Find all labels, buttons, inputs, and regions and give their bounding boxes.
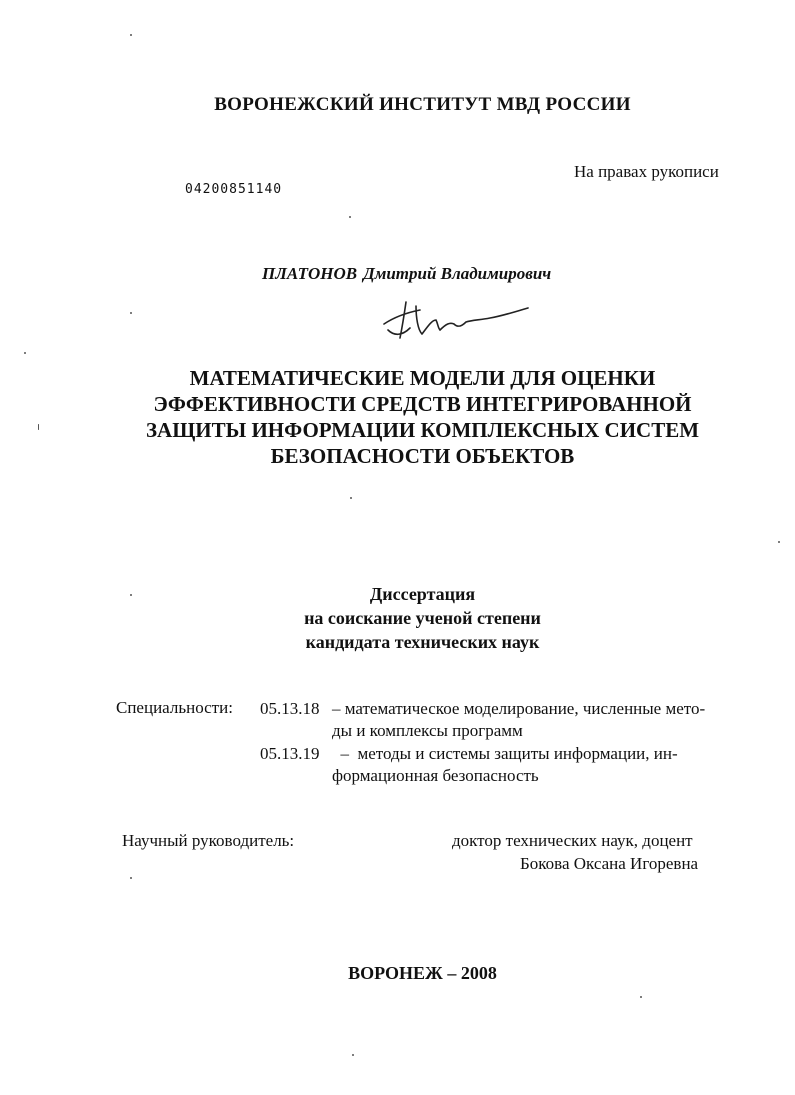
dissertation-type-line: Диссертация xyxy=(369,584,476,604)
city-year: ВОРОНЕЖ – 2008 xyxy=(348,963,497,983)
author-signature xyxy=(376,296,536,346)
scan-speck xyxy=(640,996,642,998)
title-line: МАТЕМАТИЧЕСКИЕ МОДЕЛИ ДЛЯ ОЦЕНКИ xyxy=(189,366,656,390)
scan-speck xyxy=(24,352,26,354)
scan-speck xyxy=(130,34,132,36)
catalog-number: 04200851140 xyxy=(185,182,283,197)
degree-field-line: кандидата технических наук xyxy=(305,632,540,652)
author-first-patronymic: Дмитрий Владимирович xyxy=(363,264,552,283)
specialty-text-continued: формационная безопасность xyxy=(332,766,539,785)
specialty-code: 05.13.18 xyxy=(260,699,320,718)
specialty-text: – методы и системы защиты информации, ин- xyxy=(332,744,678,763)
scan-speck xyxy=(778,541,780,543)
dissertation-type xyxy=(0,582,795,654)
scan-speck xyxy=(349,216,351,218)
supervisor-label: Научный руководитель: xyxy=(122,831,295,850)
title-line: БЕЗОПАСНОСТИ ОБЪЕКТОВ xyxy=(270,444,575,468)
author-surname: ПЛАТОНОВ xyxy=(262,264,358,283)
scan-speck xyxy=(130,877,132,879)
title-line: ЭФФЕКТИВНОСТИ СРЕДСТВ ИНТЕГРИРОВАННОЙ xyxy=(153,392,692,416)
scan-speck xyxy=(38,424,39,430)
institute-name: ВОРОНЕЖСКИЙ ИНСТИТУТ МВД РОССИИ xyxy=(214,94,631,115)
supervisor-name: Бокова Оксана Игоревна xyxy=(520,854,699,873)
dissertation-title xyxy=(0,365,795,469)
title-line: ЗАЩИТЫ ИНФОРМАЦИИ КОМПЛЕКСНЫХ СИСТЕМ xyxy=(145,418,700,442)
scan-speck xyxy=(130,594,132,596)
scan-speck xyxy=(130,312,132,314)
degree-line: на соискание ученой степени xyxy=(304,608,541,628)
scan-speck xyxy=(352,1054,354,1056)
specialties-label: Специальности: xyxy=(116,698,233,717)
author-name xyxy=(262,264,551,284)
scan-speck xyxy=(350,497,352,499)
specialty-code: 05.13.19 xyxy=(260,744,320,763)
specialty-item xyxy=(260,743,750,787)
specialty-item xyxy=(260,698,750,742)
supervisor-degree: доктор технических наук, доцент xyxy=(452,831,693,850)
rights-note: На правах рукописи xyxy=(574,162,719,181)
specialty-text: – математическое моделирование, численные мето- xyxy=(332,699,706,718)
specialty-text-continued: ды и комплексы программ xyxy=(332,721,523,740)
